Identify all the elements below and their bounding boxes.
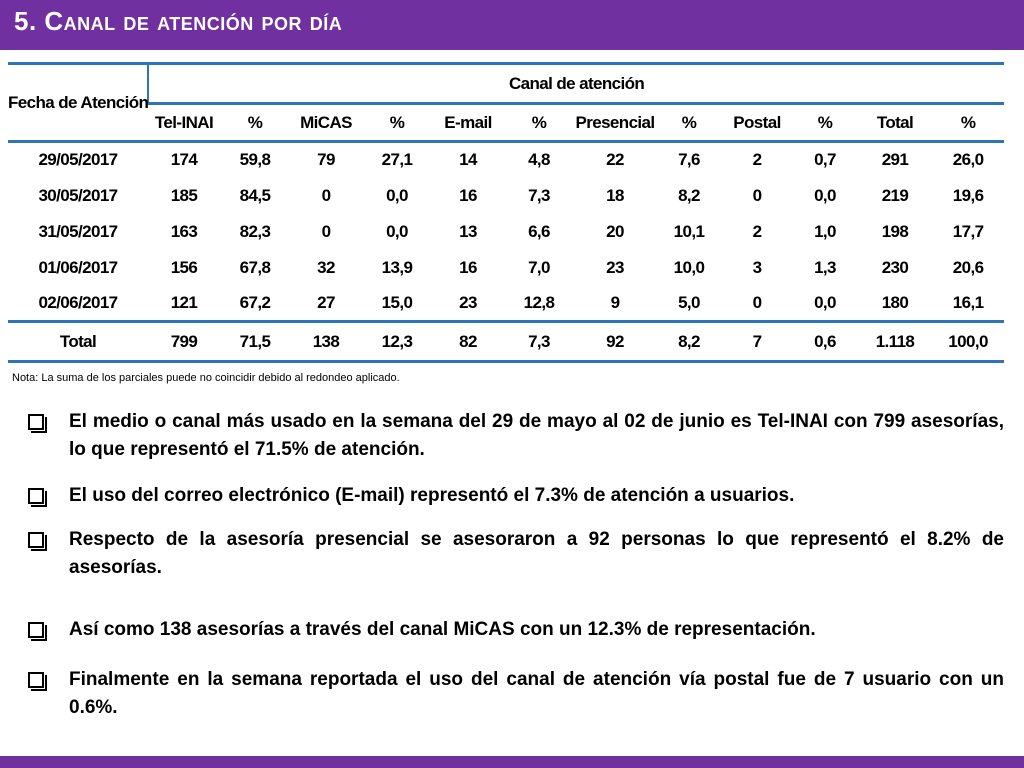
value-cell: 0,0 (386, 185, 408, 205)
value-cell: 1,0 (814, 221, 836, 241)
column-header: % (220, 104, 290, 142)
value-cell: 0,7 (814, 150, 836, 170)
bullet-item (28, 482, 1004, 510)
total-value-cell: 82 (432, 322, 504, 362)
value-cell: 4,8 (528, 150, 550, 170)
value-cell: 82,3 (239, 221, 271, 241)
value-cell: 0,0 (386, 221, 408, 241)
bullet-item (28, 408, 1004, 464)
total-value-cell: 12,3 (362, 322, 432, 362)
channel-table-container (8, 62, 1004, 364)
column-header: Total (858, 104, 932, 142)
value-cell: 15,0 (381, 292, 413, 312)
value-cell: 16 (459, 185, 477, 205)
total-value-cell: 799 (148, 322, 220, 362)
column-header: Postal (722, 104, 792, 142)
value-cell: 59,8 (239, 150, 271, 170)
value-cell: 79 (317, 150, 335, 170)
total-value-cell: 0,6 (792, 322, 858, 362)
value-cell: 22 (606, 150, 624, 170)
value-cell: 12,8 (523, 292, 555, 312)
total-value-cell: 71,5 (220, 322, 290, 362)
column-header: % (792, 104, 858, 142)
total-value-cell: 8,2 (656, 322, 722, 362)
value-cell: 3 (752, 257, 762, 277)
value-cell: 0,0 (814, 292, 836, 312)
value-cell: 0 (752, 292, 762, 312)
bullet-text: Así como 138 asesorías a través del canal MiCAS con un 12.3% de representación. (69, 619, 816, 640)
value-cell: 163 (170, 221, 198, 241)
date-cell: 31/05/2017 (38, 221, 118, 241)
total-value-cell: 138 (290, 322, 362, 362)
value-cell: 2 (752, 221, 762, 241)
value-cell: 180 (881, 292, 909, 312)
total-label-cell: Total (8, 322, 148, 362)
table-row (8, 142, 1004, 178)
value-cell: 219 (881, 185, 909, 205)
value-cell: 14 (459, 150, 477, 170)
value-cell: 1,3 (814, 257, 836, 277)
value-cell: 18 (606, 185, 624, 205)
total-value-cell: 7 (722, 322, 792, 362)
total-row (8, 322, 1004, 362)
checkbox-bullet-icon (28, 532, 44, 548)
value-cell: 156 (170, 257, 198, 277)
date-cell: 02/06/2017 (38, 292, 118, 312)
value-cell: 0 (321, 221, 331, 241)
value-cell: 16,1 (952, 292, 984, 312)
bullet-item (28, 526, 1004, 582)
bullet-text: Respecto de la asesoría presencial se asesoraron a 92 personas lo que representó el 8.2% de asesorías. (69, 529, 1004, 578)
value-cell: 26,0 (952, 150, 984, 170)
value-cell: 16 (459, 257, 477, 277)
value-cell: 19,6 (952, 185, 984, 205)
checkbox-bullet-icon (28, 672, 44, 688)
bullet-text: El uso del correo electrónico (E-mail) representó el 7.3% de atención a usuarios. (69, 485, 795, 506)
value-cell: 10,1 (673, 221, 705, 241)
value-cell: 7,3 (528, 185, 550, 205)
value-cell: 2 (752, 150, 762, 170)
value-cell: 67,2 (239, 292, 271, 312)
bullet-item (28, 616, 1004, 644)
value-cell: 291 (881, 150, 909, 170)
column-header: MiCAS (290, 104, 362, 142)
date-cell: 30/05/2017 (38, 185, 118, 205)
value-cell: 23 (606, 257, 624, 277)
value-cell: 13,9 (381, 257, 413, 277)
value-cell: 0 (752, 185, 762, 205)
table-row (8, 214, 1004, 250)
value-cell: 67,8 (239, 257, 271, 277)
date-column-header: Fecha de Atención (8, 64, 148, 142)
page-title: 5. Canal de atención por día (14, 6, 343, 36)
table-row (8, 178, 1004, 214)
value-cell: 9 (610, 292, 620, 312)
column-header: % (504, 104, 574, 142)
value-cell: 8,2 (678, 185, 700, 205)
table-row (8, 250, 1004, 286)
total-value-cell: 92 (574, 322, 656, 362)
table-footnote: Nota: La suma de los parciales puede no coincidir debido al redondeo aplicado. (12, 372, 400, 384)
channel-table (8, 62, 1004, 363)
value-cell: 23 (459, 292, 477, 312)
value-cell: 13 (459, 221, 477, 241)
value-cell: 230 (881, 257, 909, 277)
total-value-cell: 7,3 (504, 322, 574, 362)
date-cell: 29/05/2017 (38, 150, 118, 170)
column-header: Tel-INAI (148, 104, 220, 142)
value-cell: 10,0 (673, 257, 705, 277)
value-cell: 7,0 (528, 257, 550, 277)
column-header: % (656, 104, 722, 142)
value-cell: 7,6 (678, 150, 700, 170)
checkbox-bullet-icon (28, 488, 44, 504)
value-cell: 6,6 (528, 221, 550, 241)
value-cell: 0,0 (814, 185, 836, 205)
column-header: Presencial (574, 104, 656, 142)
bullet-text: El medio o canal más usado en la semana del 29 de mayo al 02 de junio es Tel-INAI con 799 asesorías, lo que representó el 71.5% de atención. (69, 411, 1004, 460)
checkbox-bullet-icon (28, 622, 44, 638)
header-bar (0, 0, 1024, 50)
value-cell: 20,6 (952, 257, 984, 277)
value-cell: 20 (606, 221, 624, 241)
value-cell: 185 (170, 185, 198, 205)
table-row (8, 286, 1004, 322)
column-header: % (932, 104, 1004, 142)
value-cell: 84,5 (239, 185, 271, 205)
checkbox-bullet-icon (28, 414, 44, 430)
date-cell: 01/06/2017 (38, 257, 118, 277)
column-header: E-mail (432, 104, 504, 142)
value-cell: 198 (881, 221, 909, 241)
value-cell: 17,7 (952, 221, 984, 241)
footer-bar (0, 756, 1024, 768)
value-cell: 32 (317, 257, 335, 277)
column-header-row (8, 104, 1004, 142)
total-value-cell: 1.118 (858, 322, 932, 362)
bullet-item (28, 666, 1004, 722)
channel-group-header: Canal de atención (148, 64, 1004, 104)
value-cell: 5,0 (678, 292, 700, 312)
bullet-text: Finalmente en la semana reportada el uso del canal de atención vía postal fue de 7 usuario con un 0.6%. (69, 669, 1004, 718)
value-cell: 27,1 (381, 150, 413, 170)
total-value-cell: 100,0 (932, 322, 1004, 362)
value-cell: 121 (170, 292, 198, 312)
value-cell: 174 (170, 150, 198, 170)
value-cell: 0 (321, 185, 331, 205)
column-header: % (362, 104, 432, 142)
value-cell: 27 (317, 292, 335, 312)
